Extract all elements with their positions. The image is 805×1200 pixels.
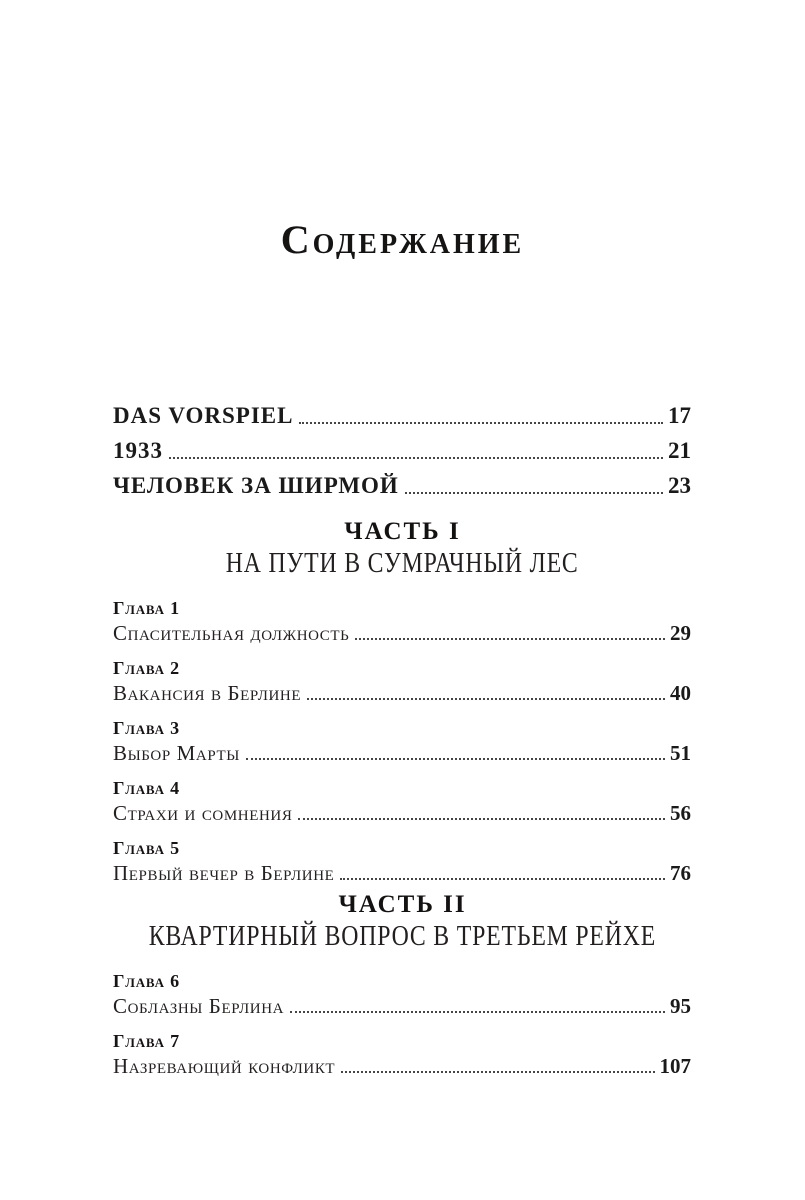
chapter-title: Страхи и сомнения (113, 800, 293, 825)
chapter-title: Выбор Марты (113, 740, 240, 765)
leader-dots (298, 818, 665, 820)
entry-label: ЧЕЛОВЕК ЗА ШИРМОЙ (113, 472, 399, 498)
chapter-title-row (113, 679, 691, 705)
part-subtitle-text: НА ПУТИ В СУМРАЧНЫЙ ЛЕС (226, 547, 579, 579)
chapter-title-row (113, 619, 691, 645)
toc-chapter-entry (113, 970, 691, 1018)
part-subtitle (0, 921, 805, 951)
toc-chapter-entry (113, 837, 691, 885)
page-number: 56 (670, 800, 691, 825)
page-number: 21 (668, 437, 691, 463)
toc-chapter-entry (113, 657, 691, 705)
front-matter-list (113, 394, 691, 499)
page-title: Содержание (280, 217, 525, 262)
chapter-title-row (113, 859, 691, 885)
toc-chapter-entry (113, 597, 691, 645)
page-number: 40 (670, 680, 691, 705)
part-subtitle (0, 548, 805, 578)
part-label: ЧАСТЬ I (344, 518, 461, 545)
page-number: 95 (670, 993, 691, 1018)
page-number: 17 (668, 402, 691, 428)
leader-dots (307, 698, 665, 700)
page-number: 76 (670, 860, 691, 885)
chapter-title-row (113, 799, 691, 825)
chapter-list (113, 597, 691, 897)
leader-dots (290, 1011, 665, 1013)
chapter-number-label: Глава 6 (113, 971, 180, 991)
chapter-title: Спасительная должность (113, 620, 350, 645)
part-subtitle-text: КВАРТИРНЫЙ ВОПРОС В ТРЕТЬЕМ РЕЙХЕ (148, 920, 657, 952)
page-number: 107 (659, 1053, 691, 1078)
part-heading (0, 893, 805, 951)
chapter-number-label: Глава 1 (113, 598, 180, 618)
chapter-number-label: Глава 5 (113, 838, 180, 858)
toc-entry (113, 464, 691, 499)
part-heading (0, 520, 805, 578)
page-number: 23 (668, 472, 691, 498)
chapter-number-label: Глава 7 (113, 1031, 180, 1051)
chapter-number-label: Глава 4 (113, 778, 180, 798)
leader-dots (169, 457, 663, 459)
toc-chapter-entry (113, 717, 691, 765)
chapter-title-row (113, 992, 691, 1018)
toc-chapter-entry (113, 777, 691, 825)
part-label: ЧАСТЬ II (338, 891, 467, 918)
chapter-list (113, 970, 691, 1090)
chapter-number-label: Глава 2 (113, 658, 180, 678)
leader-dots (341, 1071, 654, 1073)
toc-entry (113, 429, 691, 464)
leader-dots (340, 878, 665, 880)
chapter-title-row (113, 739, 691, 765)
toc-entry (113, 394, 691, 429)
leader-dots (355, 638, 665, 640)
chapter-number-label: Глава 3 (113, 718, 180, 738)
entry-label: DAS VORSPIEL (113, 402, 294, 428)
chapter-title: Вакансия в Берлине (113, 680, 302, 705)
entry-label: 1933 (113, 437, 163, 463)
leader-dots (405, 492, 663, 494)
toc-chapter-entry (113, 1030, 691, 1078)
chapter-title: Назревающий конфликт (113, 1053, 336, 1078)
page-number: 51 (670, 740, 691, 765)
chapter-title-row (113, 1052, 691, 1078)
leader-dots (246, 758, 665, 760)
leader-dots (299, 422, 663, 424)
chapter-title: Первый вечер в Берлине (113, 860, 335, 885)
page-number: 29 (670, 620, 691, 645)
chapter-title: Соблазны Берлина (113, 993, 285, 1018)
